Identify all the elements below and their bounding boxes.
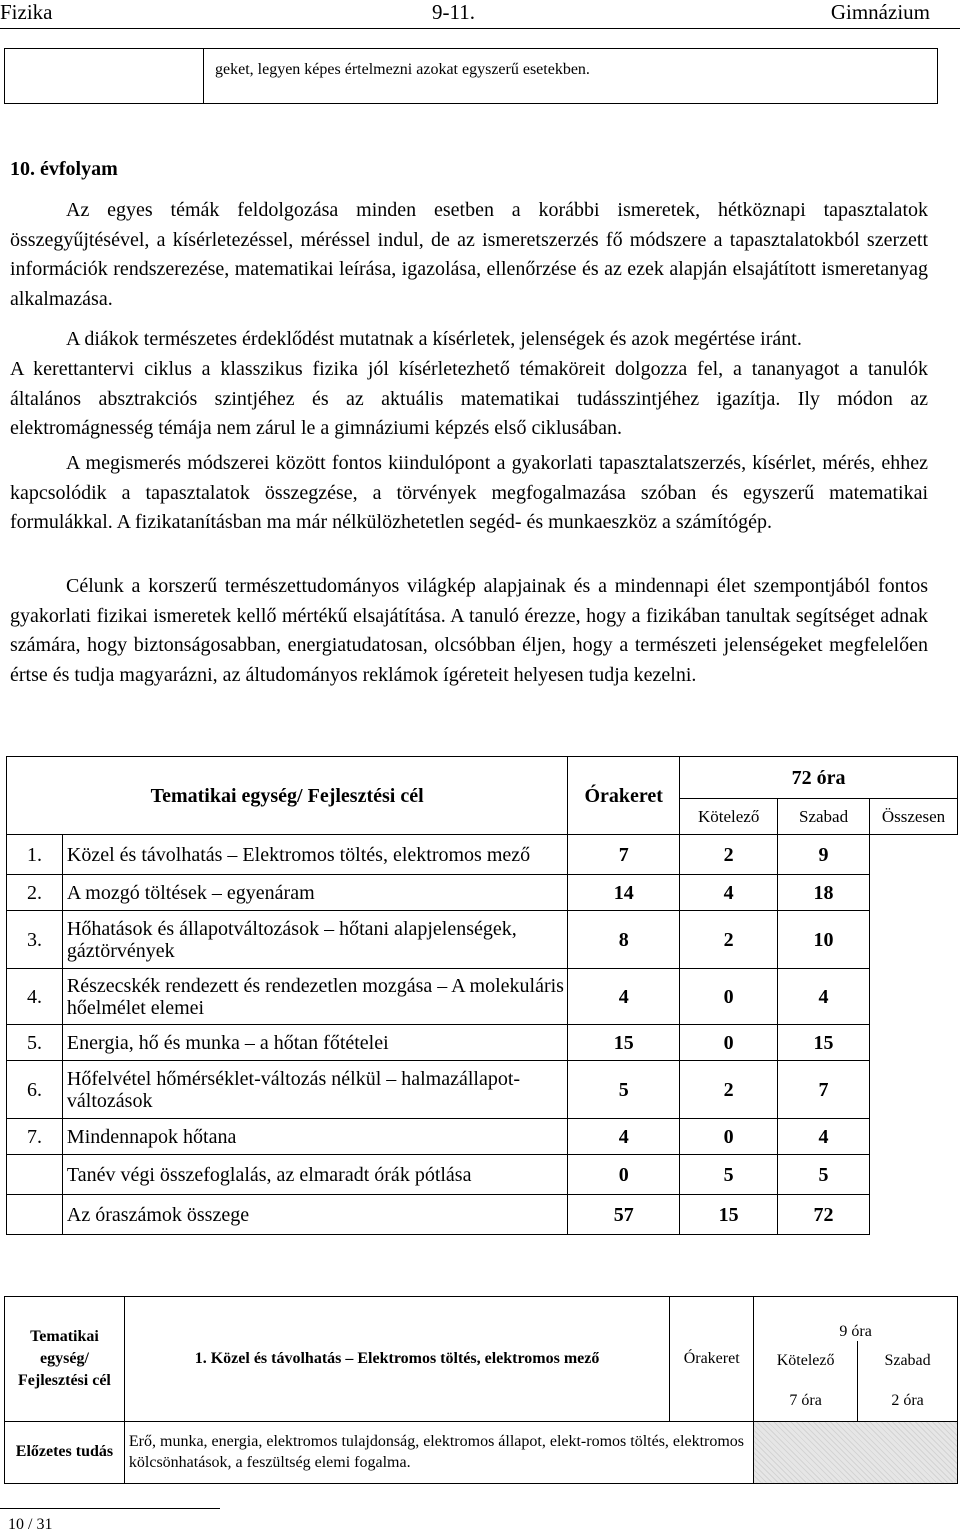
row-total: 9 [778,835,870,875]
unit-free-hours: 2 óra [891,1391,924,1409]
row-free: 5 [680,1155,778,1195]
row-mandatory: 57 [568,1195,680,1235]
table-row [7,1195,958,1235]
unit-total: 9 óra [754,1297,958,1341]
head-sum: Összesen [870,799,958,835]
row-number: 3. [7,911,63,969]
header-subject: Fizika [0,0,53,24]
row-total: 15 [778,1025,870,1061]
head-total: 72 óra [680,757,958,799]
paragraph-3: A kerettantervi ciklus a klasszikus fizika jól kísérletezhető témaköreit dolgozza fel, a tananyagot a tanulók általános absztrakciós szintjéhez és az aktuális matematikai tudásszintjéhez igazítja. Ily módon az elektromágnesség témája nem zárul le a gimnáziumi képzés első ciklusában. [10,358,928,440]
shaded-cell [754,1421,958,1483]
unit-hours-label: Órakeret [670,1297,754,1422]
row-title: A mozgó töltések – egyenáram [62,875,567,911]
page-header [0,0,960,24]
row-mandatory: 8 [568,911,680,969]
prior-label: Előzetes tudás [5,1421,125,1483]
row-total: 10 [778,911,870,969]
table-row [7,969,958,1025]
row-total: 5 [778,1155,870,1195]
table-row [7,1155,958,1195]
row-number [7,1155,63,1195]
row-mandatory: 7 [568,835,680,875]
unit-mandatory [754,1341,858,1422]
row-mandatory: 14 [568,875,680,911]
unit-table [4,1296,958,1484]
header-rule [0,28,960,29]
row-number: 6. [7,1061,63,1119]
row-number [7,1195,63,1235]
row-free: 15 [680,1195,778,1235]
box-divider [203,49,204,103]
row-number: 4. [7,969,63,1025]
row-title: Részecskék rendezett és rendezetlen mozgása – A molekuláris hőelmélet elemei [62,969,567,1025]
page-number: 10 / 31 [8,1516,53,1533]
row-title: Tanév végi összefoglalás, az elmaradt órák pótlása [62,1155,567,1195]
row-total: 4 [778,969,870,1025]
table-row [7,1025,958,1061]
continued-text: geket, legyen képes értelmezni azokat egyszerű esetekben. [215,61,590,78]
unit-title: 1. Közel és távolhatás – Elektromos töltés, elektromos mező [124,1297,669,1422]
row-number: 2. [7,875,63,911]
head-mandatory: Kötelező [680,799,778,835]
row-mandatory: 4 [568,969,680,1025]
head-free: Szabad [778,799,870,835]
row-title: Hőfelvétel hőmérséklet-változás nélkül – halmazállapot-változások [62,1061,567,1119]
row-title: Hőhatások és állapotváltozások – hőtani alapjelenségek, gáztörvények [62,911,567,969]
row-mandatory: 5 [568,1061,680,1119]
row-total: 72 [778,1195,870,1235]
paragraph-1: Az egyes témák feldolgozása minden esetben a korábbi ismeretek, hétköznapi tapasztalatok összegyűjtésével, a kísérletezéssel, méréssel indul, de az ismeretszerzés fő módszere a tapasztalatokból szerzett információk rendszerezése, matematikai leírása, igazolása, ellenőrzése és az ezek alapján elsajátított ismeretanyag alkalmazása. [10,199,928,310]
row-number: 7. [7,1119,63,1155]
header-school: Gimnázium [830,0,930,24]
row-free: 0 [680,1119,778,1155]
unit-mandatory-label: Kötelező [776,1351,835,1369]
hours-table [6,756,958,1235]
row-total: 4 [778,1119,870,1155]
unit-label: Tematikai egység/ Fejlesztési cél [5,1297,125,1422]
row-free: 2 [680,911,778,969]
row-free: 2 [680,1061,778,1119]
continued-table-box [4,48,938,104]
row-mandatory: 4 [568,1119,680,1155]
row-title: Az óraszámok összege [62,1195,567,1235]
row-total: 7 [778,1061,870,1119]
table-row [7,1061,958,1119]
row-free: 0 [680,969,778,1025]
head-topic: Tematikai egység/ Fejlesztési cél [7,757,568,835]
table-row [7,875,958,911]
unit-free [858,1341,958,1422]
row-total: 18 [778,875,870,911]
row-mandatory: 15 [568,1025,680,1061]
table-row [7,1119,958,1155]
head-hours: Órakeret [568,757,680,835]
unit-free-label: Szabad [884,1351,931,1369]
row-free: 0 [680,1025,778,1061]
row-title: Közel és távolhatás – Elektromos töltés, elektromos mező [62,835,567,875]
row-free: 4 [680,875,778,911]
row-title: Energia, hő és munka – a hőtan főtételei [62,1025,567,1061]
table-row [7,835,958,875]
row-number: 5. [7,1025,63,1061]
row-title: Mindennapok hőtana [62,1119,567,1155]
prior-text: Erő, munka, energia, elektromos tulajdonság, elektromos állapot, elekt-romos töltés, elektromos kölcsönhatások, a feszültség elemi fogalma. [124,1421,753,1483]
header-grades: 9-11. [432,0,475,24]
row-mandatory: 0 [568,1155,680,1195]
paragraph-4: A megismerés módszerei között fontos kiindulópont a gyakorlati tapasztalatszerzés, kísérlet, mérés, ehhez kapcsolódik a tapasztalatok összegzése, a törvények megfogalmazása szóban és egyszerű matematikai formulákkal. A fizikatanításban ma már nélkülözhetetlen segéd- és munkaeszköz a számítógép. [10,452,928,534]
row-free: 2 [680,835,778,875]
grade-title: 10. évfolyam [10,158,118,180]
footer-rule [0,1508,220,1509]
unit-mandatory-hours: 7 óra [789,1391,822,1409]
paragraph-5: Célunk a korszerű természettudományos világkép alapjainak és a mindennapi élet szempontjából fontos gyakorlati fizikai ismeretek kellő mértékű elsajátítása. A tanuló érezze, hogy a fizikában tanultak segítséget adnak számára, hogy biztonságosabban, energiatudatosan, olcsóbban éljen, hogy a természeti jelenségeket megfelelően értse és tudja magyarázni, az áltudományos reklámok ígéreteit helyesen tudja kezelni. [10,575,928,686]
paragraph-2: A diákok természetes érdeklődést mutatnak a kísérletek, jelenségek és azok megértése iránt. [66,328,802,350]
table-row [7,911,958,969]
row-number: 1. [7,835,63,875]
